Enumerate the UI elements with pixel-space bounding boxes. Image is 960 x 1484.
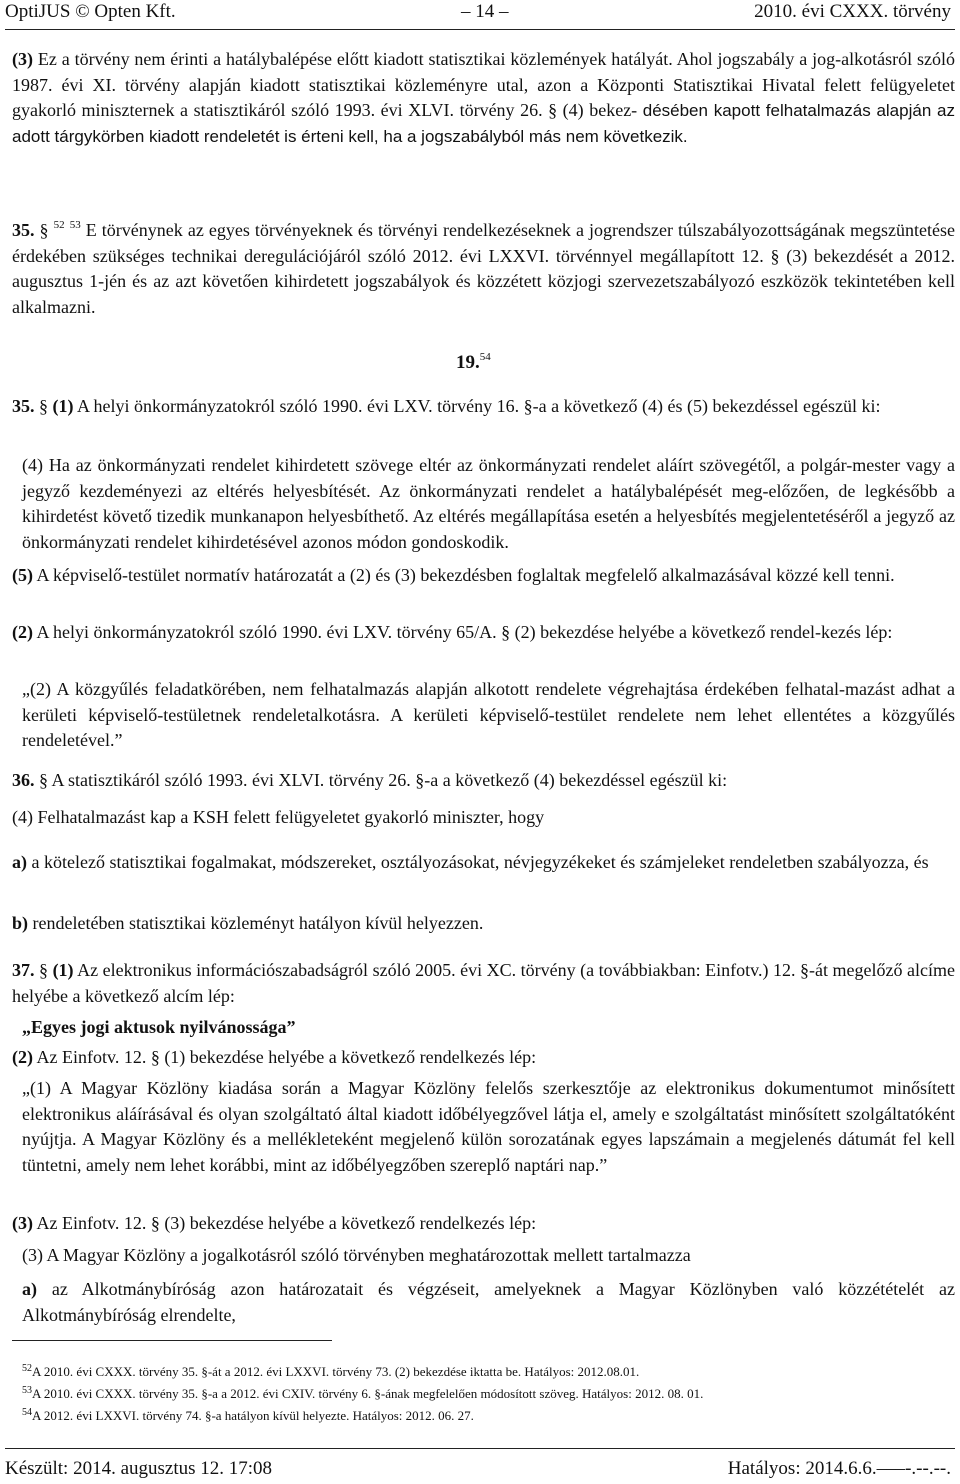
footer-generated-date: Készült: 2014. augusztus 12. 17:08 <box>5 1458 273 1479</box>
header-rule <box>5 29 955 30</box>
footnote-54: $^{54}$A 2012. évi LXXVI. törvény 74. §-a hatályon kívül helyezte. Hatályos: 2012. 06. 27. <box>22 1407 474 1423</box>
article-37-quote-3: (3) A Magyar Közlöny a jogalkotásról szóló törvényben meghatározottak mellett tartalmazza <box>22 1245 691 1265</box>
article-35-quote-4: (4) Ha az önkormányzati rendelet kihirdetett szövege eltér az önkormányzati rendelet aláírt szövegétől, a polgár-mester vagy a jegyző kezdeményezi az eltérés helyesbítését. Az önkormányzati rendelet a hatálybalépését meg-előzően, de legkésőbb a kihirdetést követő tizedik munkanapon helyesbíthető. Az eltérés megállapítása esetén a helyesbítés megjelentetéséről a jegyző az önkormányzati rendelet kihirdetésével azonos módon gondoskodik. <box>22 455 955 553</box>
footnote-rule <box>12 1340 332 1341</box>
article-35-para-2: (2) A helyi önkormányzatokról szóló 1990. évi LXV. törvény 65/A. § (2) bekezdése helyébe a következő rendel-kezés lép: <box>12 622 893 642</box>
article-36-point-a: a) a kötelező statisztikai fogalmakat, módszereket, osztályozásokat, névjegyzékeket és számjeleket rendeletben szabályozza, és <box>12 852 929 872</box>
header-act-title: 2010. évi CXXX. törvény <box>754 1 951 22</box>
header-publisher: OptiJUS © Opten Kft. <box>5 1 176 22</box>
article-35-intro: 35. § (1) A helyi önkormányzatokról szóló 1990. évi LXV. törvény 16. §-a a következő (4) és (5) bekezdéssel egészül ki: <box>12 396 881 416</box>
article-37-intro: 37. § (1) Az elektronikus információszabadságról szóló 2005. évi XC. törvény (a továbbiakban: Einfotv.) 12. §-át megelőző alcíme helyébe a következő alcím lép: <box>12 960 956 1006</box>
article-36-intro: 36. § A statisztikáról szóló 1993. évi XLVI. törvény 26. §-a a következő (4) bekezdéssel egészül ki: <box>12 770 728 790</box>
article-37-para-2: (2) Az Einfotv. 12. § (1) bekezdése helyébe a következő rendelkezés lép: <box>12 1047 537 1067</box>
article-36-point-b: b) rendeletében statisztikai közleményt hatályon kívül helyezzen. <box>12 913 484 933</box>
article-36-quote-4: (4) Felhatalmazást kap a KSH felett felügyeletet gyakorló miniszter, hogy <box>12 807 545 827</box>
header-page-number: – 14 – <box>461 1 509 22</box>
section-heading-19: 19.54 <box>456 351 491 373</box>
footnote-53: $^{53}$A 2010. évi CXXX. törvény 35. §-a a 2012. évi CXIV. törvény 6. §-ának megfelelően módosított szöveg. Hatályos: 2012. 08. 01. <box>22 1385 704 1401</box>
footnote-52: $^{52}$A 2010. évi CXXX. törvény 35. §-át a 2012. évi LXXVI. törvény 73. (2) bekezdése iktatta be. Hatályos: 2012.08.01. <box>22 1363 640 1379</box>
section-35-text: 35. § $^{52}$ $^{53}$ E törvénynek az egyes törvényeknek és törvényi rendelkezéseknek a jogrendszer túlszabályozottságának megszüntetése érdekében szükséges technikai deregulációjáról szóló 2012. évi LXXVI. törvénnyel megállapított 12. § (3) bekezdését a 2012. augusztus 1-jén és az azt követően kihirdetett jogszabályok és közzétett közjogi szervezetszabályozó eszközök tekintetében kell alkalmazni. <box>12 219 956 318</box>
article-35-para-5: (5) A képviselő-testület normatív határozatát a (2) és (3) bekezdésben foglaltak megfelelő alkalmazásával közzé kell tenni. <box>12 565 895 585</box>
footer-effective-date: Hatályos: 2014.6.6.–––-.--.--. <box>727 1458 951 1479</box>
paragraph-3: (3) Ez a törvény nem érinti a hatálybalépése előtt kiadott statisztikai közlemények hatályát. Ahol jogszabály a jog-alkotásról szóló 1987. évi XI. törvény alapján kiadott statisztikai közleményre utal, azon a Központi Statisztikai Hivatal felett felügyeletet gyakorló miniszternek a statisztikáról szóló 1993. évi XLVI. törvény 26. § (4) bekez- désében kapott felhatalmazás alapján az adott tárgykörben kiadott rendeletét is érteni kell, ha a jogszabályból más nem következik. <box>12 49 956 147</box>
footnote-ref-53: 53 <box>69 219 81 231</box>
page-header <box>5 1 955 27</box>
article-37-para-3: (3) Az Einfotv. 12. § (3) bekezdése helyébe a következő rendelkezés lép: <box>12 1213 537 1233</box>
footnote-ref-54: 54 <box>479 351 491 363</box>
article-35-quote-2: „(2) A közgyűlés feladatkörében, nem felhatalmazás alapján alkotott rendelete végrehajtása érdekében felhatal-mazást adhat a kerületi képviselő-testületnek rendeletalkotásra. A kerületi képviselő-testület rendelete nem lehet ellentétes a közgyűlés rendeletével.” <box>22 679 955 751</box>
footnote-ref-52: 52 <box>53 219 65 231</box>
article-37-quote-1: „(1) A Magyar Közlöny kiadása során a Magyar Közlöny felelős szerkesztője az elektronikus dokumentumot minősített elektronikus aláírásával és olyan szolgáltató által kiadott időbélyegzővel látja el, amely e szolgáltatást minősített szolgáltatóként nyújtja. A Magyar Közlöny és a mellékleteként megjelenő külön sorozatának egyes lapszámain a megjelenés dátumát fel kell tüntetni, amely nem lehet korábbi, mint az időbélyegzőben szereplő naptári nap.” <box>22 1078 955 1176</box>
article-37-point-a: a) az Alkotmánybíróság azon határozatait és végzéseit, amelyeknek a Magyar Közlönyben való közzétételét az Alkotmánybíróság elrendelte, <box>22 1279 955 1325</box>
footer-rule <box>5 1448 955 1449</box>
article-37-subtitle: „Egyes jogi aktusok nyilvánossága” <box>22 1017 296 1037</box>
